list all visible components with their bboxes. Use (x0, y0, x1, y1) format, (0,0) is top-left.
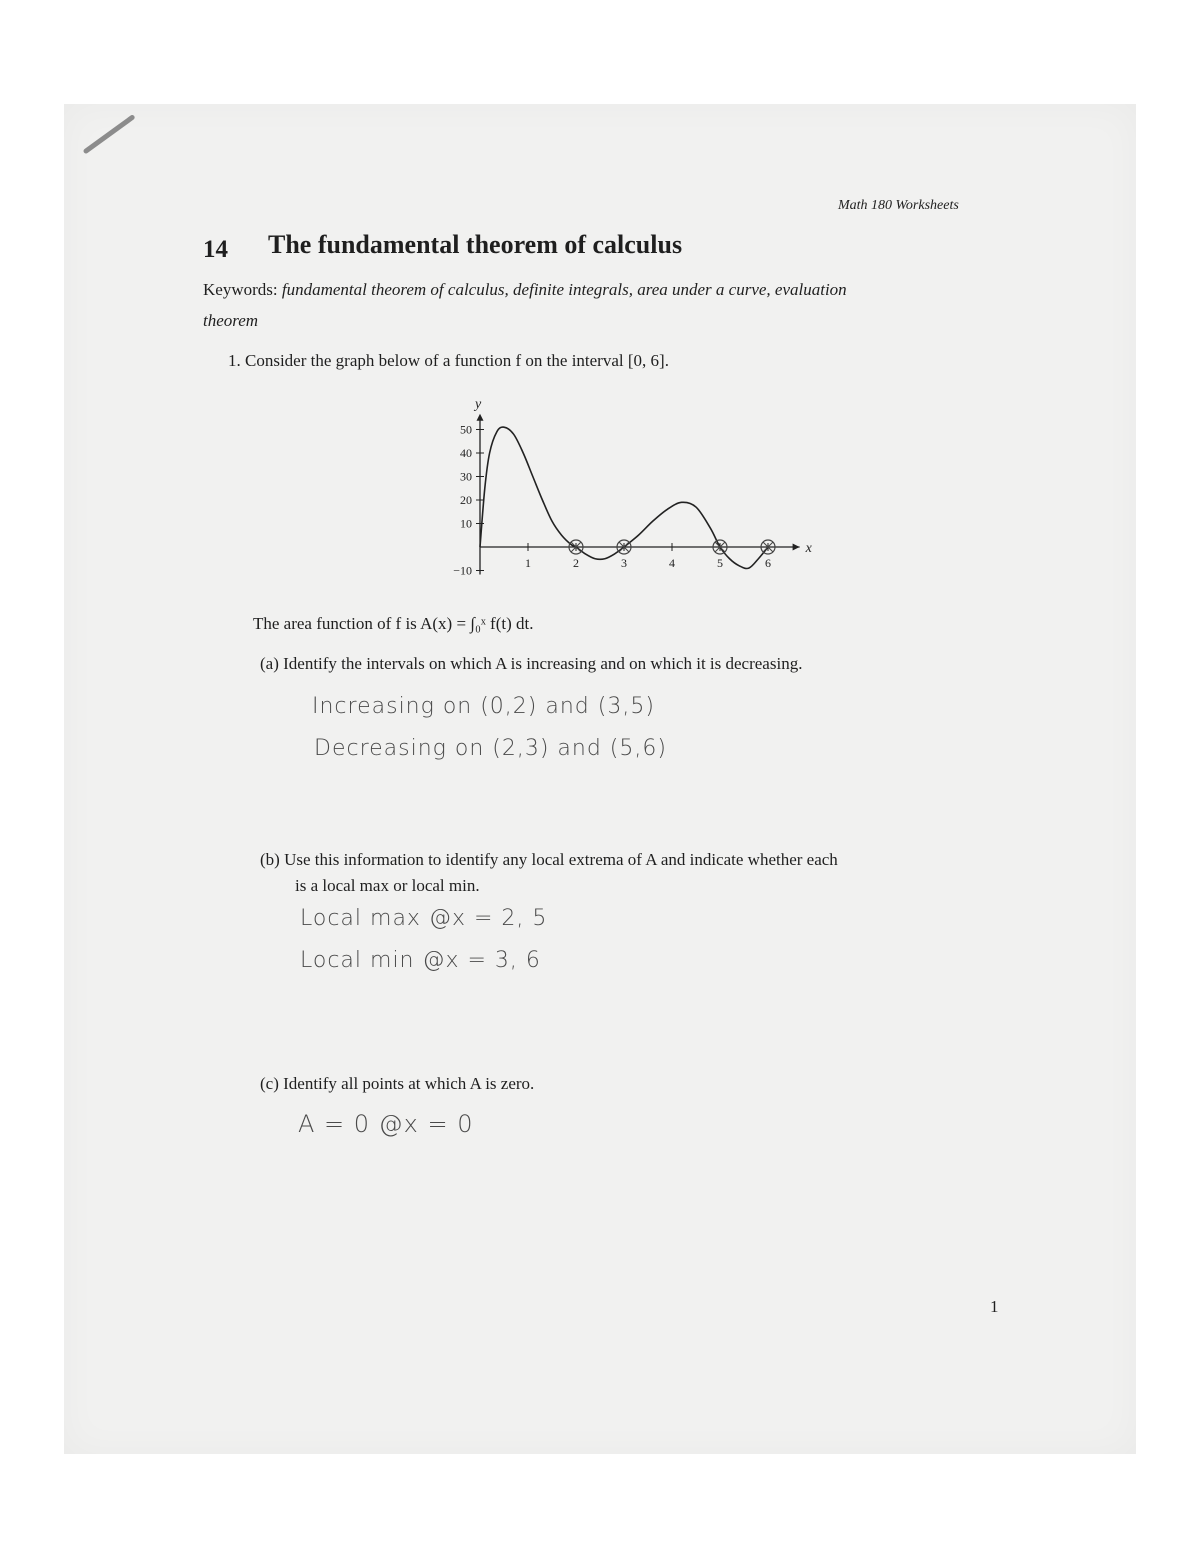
x-tick-label: 2 (573, 556, 579, 570)
function-graph (440, 395, 820, 595)
keywords-line-2: theorem (203, 311, 259, 330)
part-c-question: (c) Identify all points at which A is zero. (260, 1074, 535, 1093)
x-tick-label: 5 (717, 556, 723, 570)
y-tick-label: 40 (460, 446, 472, 460)
part-a-question: (a) Identify the intervals on which A is increasing and on which it is decreasing. (260, 654, 803, 673)
part-b-answer-2: Local min @x = 3, 6 (300, 948, 541, 973)
part-c-answer: A = 0 @x = 0 (298, 1110, 474, 1138)
y-tick-label: 20 (460, 493, 472, 507)
x-tick-label: 1 (525, 556, 531, 570)
y-tick-label: −10 (453, 563, 472, 578)
part-b-question-2: is a local max or local min. (295, 876, 480, 895)
x-axis-label: x (805, 541, 812, 556)
part-a-answer-1: Increasing on (0,2) and (3,5) (312, 694, 655, 719)
y-axis-arrow (477, 414, 484, 421)
problem-1-prompt: 1. Consider the graph below of a function f on the interval [0, 6]. (228, 351, 669, 370)
paper-sheet (64, 104, 1136, 1454)
y-tick-label: 10 (460, 516, 472, 531)
keywords-label: Keywords: (203, 280, 278, 299)
y-tick-label: 50 (460, 422, 472, 437)
keywords-terms: fundamental theorem of calculus, definite integrals, area under a curve, evaluation (281, 280, 847, 299)
part-b-answer-1: Local max @x = 2, 5 (300, 906, 548, 931)
part-a-answer-2: Decreasing on (2,3) and (5,6) (314, 736, 667, 761)
course-header: Math 180 Worksheets (838, 198, 959, 213)
page-number: 1 (990, 1297, 999, 1316)
x-axis-arrow (793, 544, 800, 551)
section-title: The fundamental theorem of calculus (268, 230, 683, 259)
x-tick-label: 6 (765, 556, 771, 570)
part-b-question-1: (b) Use this information to identify any local extrema of A and indicate whether each (260, 850, 838, 869)
y-tick-label: 30 (460, 469, 472, 484)
y-axis-label: y (475, 396, 482, 412)
graph-axes (477, 414, 800, 575)
area-function-definition: The area function of f is A(x) = ∫₀ˣ f(t) dt. (253, 614, 534, 633)
section-number: 14 (203, 236, 228, 263)
keywords-line-1 (203, 280, 847, 300)
x-tick-label: 4 (669, 556, 675, 570)
x-tick-label: 3 (621, 556, 627, 570)
